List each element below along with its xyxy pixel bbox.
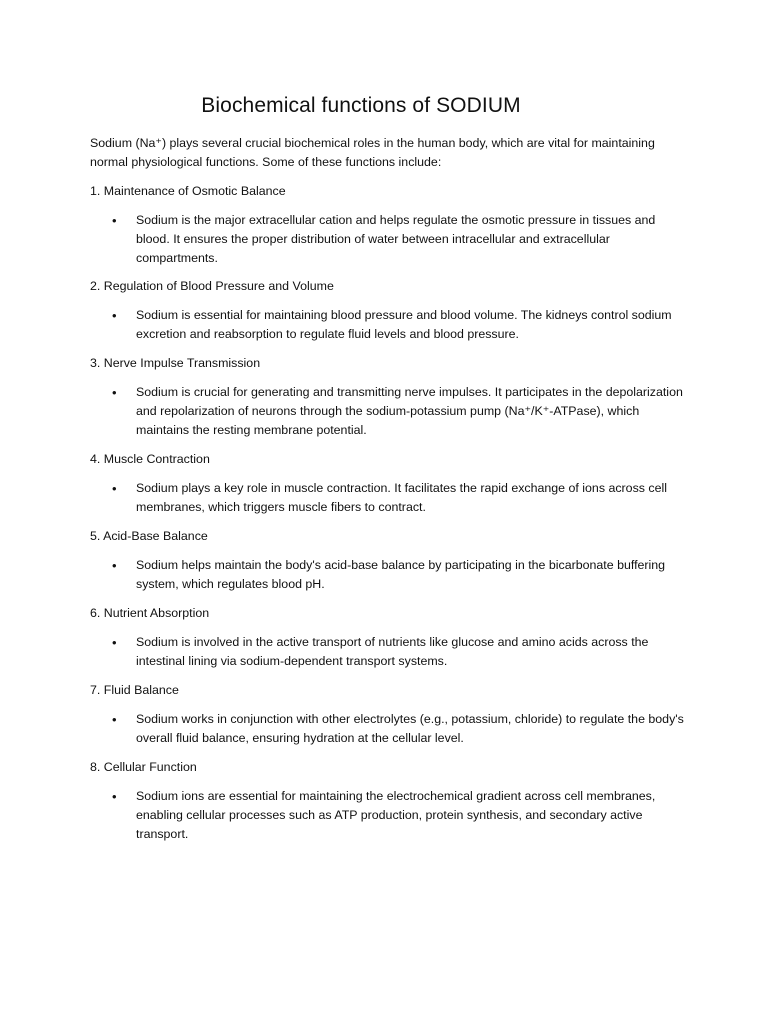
section-nutrient-absorption	[90, 604, 710, 671]
list-item	[90, 787, 710, 844]
list-item	[90, 479, 710, 517]
bullet-text: Sodium is essential for maintaining blood pressure and blood volume. The kidneys control sodium excretion and reabsorption to regulate fluid levels and blood pressure.	[136, 308, 672, 341]
section-fluid-balance	[90, 681, 710, 748]
list-item	[90, 633, 710, 671]
bullet-icon: •	[112, 789, 117, 804]
list-item	[90, 383, 710, 440]
bullet-icon: •	[112, 213, 117, 228]
section-nerve-impulse	[90, 354, 710, 440]
section-acid-base	[90, 527, 710, 594]
bullet-text: Sodium is involved in the active transport of nutrients like glucose and amino acids across the intestinal lining via sodium-dependent transport systems.	[136, 635, 649, 668]
section-heading: 6. Nutrient Absorption	[90, 606, 210, 620]
bullet-icon: •	[112, 481, 117, 496]
section-heading: 1. Maintenance of Osmotic Balance	[90, 184, 286, 198]
bullet-text: Sodium plays a key role in muscle contraction. It facilitates the rapid exchange of ions across cell membranes, which triggers muscle fibers to contract.	[136, 481, 667, 514]
list-item	[90, 556, 710, 594]
section-cellular-function	[90, 758, 710, 844]
intro-paragraph: Sodium (Na⁺) plays several crucial biochemical roles in the human body, which are vital for maintaining normal physiological functions. Some of these functions include:	[90, 136, 655, 169]
bullet-icon: •	[112, 635, 117, 650]
bullet-icon: •	[112, 712, 117, 727]
section-heading: 2. Regulation of Blood Pressure and Volume	[90, 279, 334, 293]
list-item	[90, 211, 710, 268]
section-blood-pressure	[90, 277, 710, 344]
section-heading: 8. Cellular Function	[90, 760, 197, 774]
section-osmotic-balance	[90, 182, 710, 268]
section-heading: 4. Muscle Contraction	[90, 452, 210, 466]
section-heading: 5. Acid-Base Balance	[90, 529, 208, 543]
bullet-icon: •	[112, 308, 117, 323]
bullet-icon: •	[112, 385, 117, 400]
section-heading: 7. Fluid Balance	[90, 683, 179, 697]
bullet-icon: •	[112, 558, 117, 573]
bullet-text: Sodium works in conjunction with other electrolytes (e.g., potassium, chloride) to regulate the body's overall fluid balance, ensuring hydration at the cellular level.	[136, 712, 684, 745]
list-item	[90, 710, 710, 748]
section-muscle-contraction	[90, 450, 710, 517]
bullet-text: Sodium helps maintain the body's acid-base balance by participating in the bicarbonate buffering system, which regulates blood pH.	[136, 558, 666, 591]
page-title: Biochemical functions of SODIUM	[201, 94, 521, 117]
bullet-text: Sodium ions are essential for maintaining the electrochemical gradient across cell membranes, enabling cellular processes such as ATP production, protein synthesis, and secondary active transport.	[136, 789, 656, 841]
list-item	[90, 306, 710, 344]
bullet-text: Sodium is the major extracellular cation and helps regulate the osmotic pressure in tissues and blood. It ensures the proper distribution of water between intracellular and extracellular compartments.	[136, 213, 656, 265]
bullet-text: Sodium is crucial for generating and transmitting nerve impulses. It participates in the depolarization and repolarization of neurons through the sodium-potassium pump (Na⁺/K⁺-ATPase), which maintains the resting membrane potential.	[136, 385, 683, 437]
section-heading: 3. Nerve Impulse Transmission	[90, 356, 261, 370]
